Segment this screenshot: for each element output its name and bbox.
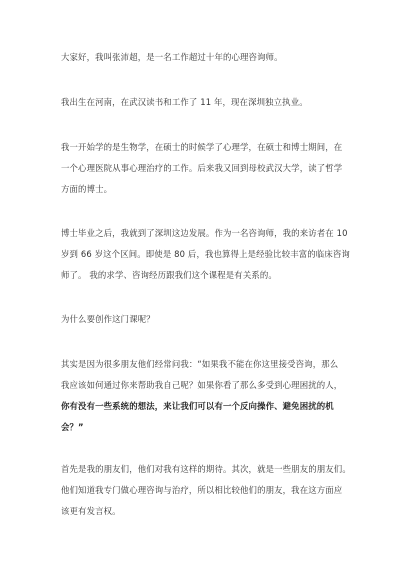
text-line: 博士毕业之后，我就到了深圳这边发展。作为一名咨询师，我的来访者在 10 [61,228,348,238]
text-line: 首先是我的朋友们，他们对我有这样的期待。其次，就是一些朋友的朋友们。 [61,464,351,474]
text-line: 我出生在河南，在武汉读书和工作了 11 年，现在深圳独立执业。 [61,97,308,107]
paragraph-friends [61,459,361,522]
text-line: 一个心理医院从事心理治疗的工作。后来我又回到母校武汉大学，读了哲学 [61,163,343,173]
bold-text-line: 会？” [61,422,84,432]
paragraph-education [61,137,361,200]
paragraph-intro [61,47,361,68]
text-line: 该更有发言权。 [61,506,121,516]
text-line: 他们知道我专门做心理咨询与治疗，所以相比较他们的朋友，我在这方面应 [61,485,343,495]
text-line: 岁到 66 岁这个区间。即使是 80 后，我也算得上是经验比较丰富的临床咨询 [61,249,350,259]
text-line: 为什么要创作这门课呢？ [61,314,155,324]
text-line: 大家好，我叫张沛超，是一名工作超过十年的心理咨询师。 [61,52,283,62]
paragraph-question [61,309,361,330]
text-line: 方面的博士。 [61,184,113,194]
paragraph-reason [61,354,361,438]
text-line: 我应该如何通过你来帮助我自己呢？如果你看了那么多受到心理困扰的人， [61,380,343,390]
text-line: 我一开始学的是生物学，在硕士的时候学了心理学，在硕士和博士期间，在 [61,142,343,152]
paragraph-career [61,223,361,286]
text-line: 其实是因为很多朋友他们经常问我：“如果我不能在你这里接受咨询，那么 [61,359,339,369]
paragraph-background [61,92,361,113]
text-line: 师了。 我的求学、咨询经历跟我们这个课程是有关系的。 [61,270,277,280]
bold-text-line: 你有没有一些系统的想法，来让我们可以有一个反向操作、避免困扰的机 [61,401,334,411]
